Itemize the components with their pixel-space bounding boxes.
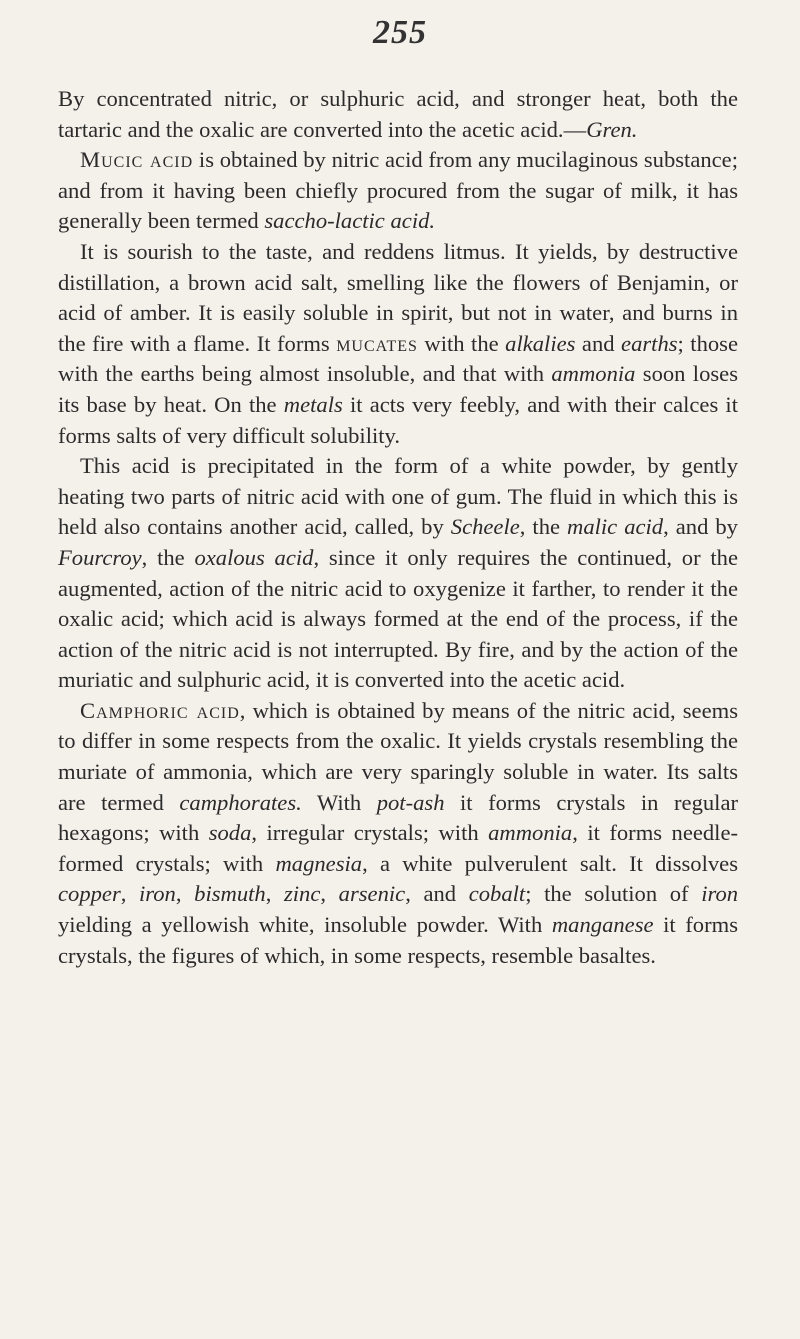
- italic-term: copper: [58, 881, 121, 907]
- italic-term: iron: [139, 881, 176, 907]
- text-run: , since it only requires the continued, or the augmented, action of the nitric acid to oxygenize it farther, to render it the oxalic acid; which acid is always formed at the end of the process, if the action of the nitric acid is not interrupted. By fire, and by the action of the muriatic and sulphuric acid, it is converted into the acetic acid.: [58, 544, 738, 693]
- text-run: soon loses its base by heat. On the: [58, 361, 738, 417]
- text-run: , the: [519, 514, 568, 540]
- paragraph-mucic-properties: [58, 237, 738, 451]
- text-run: , a white pulverulent salt. It dissolves: [362, 850, 738, 876]
- italic-term: alkalies: [505, 330, 576, 356]
- text-run: ; those with the earths being almost insoluble, and that with: [58, 330, 738, 387]
- page-number: 255: [373, 14, 427, 51]
- paragraph-camphoric-acid: [58, 696, 738, 971]
- paragraph-precipitation: [58, 451, 738, 696]
- italic-term: iron: [701, 881, 739, 907]
- text-run: ; the solution of: [525, 881, 702, 907]
- text-run: , the: [141, 544, 195, 570]
- italic-term: Scheele: [450, 514, 520, 540]
- text-run: it forms crystals, the figures of which, in some respects, resemble basaltes.: [58, 912, 738, 968]
- italic-term: zinc: [283, 881, 321, 907]
- text-run: , it forms needle-formed crystals; with: [58, 820, 739, 876]
- italic-term: ammonia: [551, 361, 636, 387]
- paragraph-acetic-conversion: [58, 84, 738, 145]
- text-run: It is sourish to the taste, and reddens litmus. It yields, by destructive distillation, a brown acid salt, smelling like the flowers of Benjamin, or acid of amber. It is easily soluble in spirit, but not in water, and burns in the fire with a flame. It forms: [58, 238, 738, 356]
- text-run: , which is obtained by means of the nitric acid, seems to differ in some respects from the oxalic. It yields crystals resembling the muriate of ammonia, which are very sparingly soluble in water. Its salts are termed: [58, 697, 738, 815]
- term-heading: Mucic acid: [80, 147, 194, 173]
- text-run: By concentrated nitric, or sulphuric acid, and stronger heat, both the tartaric and the oxalic are converted into the acetic acid.—: [58, 86, 738, 142]
- italic-term: camphorates.: [179, 789, 302, 815]
- small-caps-term: mucates: [336, 330, 418, 356]
- author-citation: Gren.: [586, 116, 638, 142]
- italic-term: earths: [621, 330, 678, 356]
- italic-term: ammonia: [488, 820, 573, 846]
- italic-term: bismuth: [194, 881, 266, 907]
- italic-term: soda: [208, 820, 252, 846]
- text-run: with the: [417, 330, 506, 356]
- text-run: is obtained by nitric acid from any mucilaginous substance; and from it having been chiefly procured from the sugar of milk, it has generally been termed: [58, 147, 738, 234]
- italic-term: saccho-lactic acid.: [264, 208, 436, 234]
- text-run: This acid is precipitated in the form of a white powder, by gently heating two parts of nitric acid with one of gum. The fluid in which this is held also contains another acid, called, by: [58, 453, 738, 540]
- term-heading: Camphoric acid: [80, 697, 240, 723]
- text-run: it forms crystals in regular hexagons; with: [58, 789, 738, 846]
- italic-term: manganese: [551, 912, 654, 938]
- italic-term: pot-ash: [376, 789, 445, 815]
- text-run: it acts very feebly, and with their calces it forms salts of very difficult solubility.: [58, 391, 738, 448]
- italic-term: metals: [283, 391, 343, 417]
- text-run: ,: [175, 881, 195, 907]
- text-run: , irregular crystals; with: [251, 820, 489, 846]
- page-body: [58, 84, 738, 971]
- text-run: ,: [320, 881, 339, 907]
- italic-term: cobalt: [468, 881, 526, 907]
- italic-term: oxalous acid: [194, 544, 314, 570]
- italic-term: magnesia: [275, 850, 363, 876]
- italic-term: Fourcroy: [58, 544, 142, 570]
- text-run: ,: [120, 881, 140, 907]
- text-run: and: [575, 330, 622, 356]
- italic-term: malic acid: [567, 514, 664, 540]
- text-run: yielding a yellowish white, insoluble powder. With: [58, 912, 552, 938]
- text-run: , and: [405, 881, 469, 907]
- italic-term: arsenic: [338, 881, 406, 907]
- text-run: ,: [265, 881, 284, 907]
- text-run: , and by: [663, 514, 738, 540]
- text-run: With: [301, 789, 377, 815]
- paragraph-mucic-acid: [58, 145, 738, 237]
